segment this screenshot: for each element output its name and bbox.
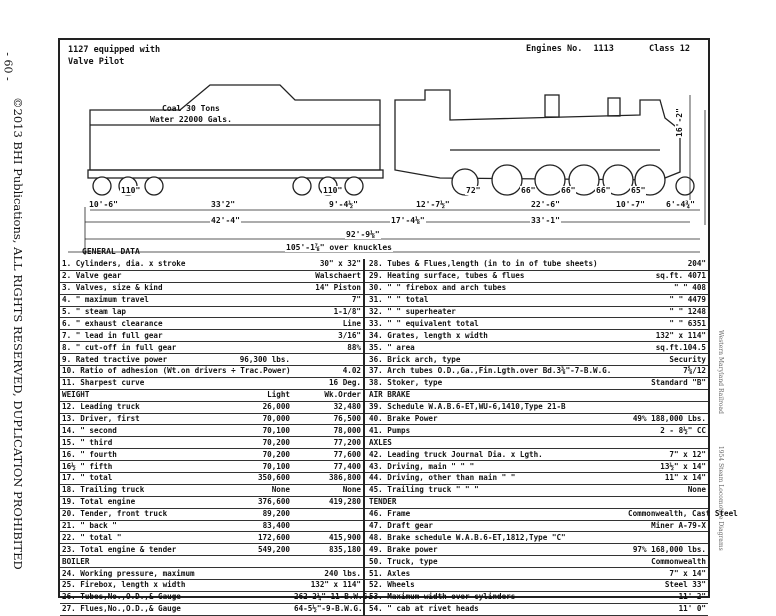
table-cell: 419,280 xyxy=(292,496,364,508)
engine-outline xyxy=(395,90,680,180)
dim-6-4: 6'-4¾" xyxy=(666,200,695,209)
table-cell xyxy=(236,556,292,568)
table-cell: 376,600 xyxy=(236,496,292,508)
table-cell: 20. Tender, front truck xyxy=(60,508,236,520)
table-cell: TENDER xyxy=(364,496,626,508)
table-row xyxy=(60,413,708,425)
table-cell xyxy=(292,508,364,520)
table-row xyxy=(60,437,708,449)
table-cell xyxy=(236,377,292,389)
table-cell: Security xyxy=(626,354,708,366)
table-cell: 30" x 32" xyxy=(292,259,364,270)
table-cell: BOILER xyxy=(60,556,236,568)
table-cell: 77,600 xyxy=(292,449,364,461)
table-cell: 96,300 lbs. xyxy=(236,354,292,366)
right-margin-caption xyxy=(717,330,724,581)
table-row xyxy=(60,520,708,532)
table-cell: sq.ft. 4071 xyxy=(626,270,708,282)
table-row xyxy=(60,532,708,544)
table-cell: 15. " third xyxy=(60,437,236,449)
table-cell: 4. " maximum travel xyxy=(60,294,236,306)
table-cell: 78,000 xyxy=(292,425,364,437)
table-cell xyxy=(626,532,708,544)
table-cell: 50. Truck, type xyxy=(364,556,626,568)
table-cell: 11' 2" xyxy=(626,591,708,603)
table-cell: 1. Cylinders, dia. x stroke xyxy=(60,259,236,270)
table-cell: 34. Grates, length x width xyxy=(364,330,626,342)
table-cell xyxy=(626,437,708,449)
table-cell: 70,100 xyxy=(236,461,292,473)
table-cell: 5. " steam lap xyxy=(60,306,236,318)
table-row xyxy=(60,318,708,330)
dim-72: 72" xyxy=(466,186,481,195)
table-row xyxy=(60,461,708,473)
table-cell: 240 lbs. xyxy=(292,568,364,580)
table-cell: AXLES xyxy=(364,437,626,449)
table-cell: 8. " cut-off in full gear xyxy=(60,342,236,354)
dim-9-4: 9'-4½" xyxy=(329,200,358,209)
table-cell: 10. Ratio of adhesion (Wt.on drivers ÷ Trac.Power) xyxy=(62,366,291,376)
tender-outline xyxy=(88,85,383,178)
dim-33-2: 33'2" xyxy=(211,200,236,209)
dim-10-7: 10'-7" xyxy=(616,200,645,209)
class-label: Class 12 xyxy=(649,44,690,54)
table-row xyxy=(60,294,708,306)
table-cell: 12. Leading truck xyxy=(60,401,236,413)
table-cell: 36. Brick arch, type xyxy=(364,354,626,366)
tender-wheelbase-dim-1: 110" xyxy=(121,186,141,195)
table-cell: 26,000 xyxy=(236,401,292,413)
table-cell xyxy=(292,556,364,568)
table-cell: 415,900 xyxy=(292,532,364,544)
table-row xyxy=(60,568,708,580)
dim-12-7: 12'-7½" xyxy=(416,200,450,209)
table-cell: 18. Trailing truck xyxy=(60,484,236,496)
table-cell: 7⅝/12 xyxy=(626,366,708,378)
dim-42-4: 42'-4" xyxy=(211,216,240,225)
table-cell: 835,180 xyxy=(292,544,364,556)
table-cell: Standard "B" xyxy=(626,377,708,389)
table-cell: 23. Total engine & tender xyxy=(60,544,236,556)
table-cell: " " 1248 xyxy=(626,306,708,318)
left-margin xyxy=(2,20,32,590)
dim-17-4: 17'-4⅛" xyxy=(391,216,425,225)
table-cell: 11" x 14" xyxy=(626,473,708,485)
table-row xyxy=(60,377,708,389)
table-cell: 40. Brake Power xyxy=(364,413,626,425)
dim-66a: 66" xyxy=(521,186,536,195)
dim-66b: 66" xyxy=(561,186,576,195)
table-cell: 21. " back " xyxy=(60,520,236,532)
table-cell xyxy=(236,259,292,270)
table-cell: 7. " lead in full gear xyxy=(60,330,236,342)
table-cell xyxy=(236,591,292,603)
table-cell: 77,200 xyxy=(292,437,364,449)
railroad-caption: Western Maryland Railroad xyxy=(717,330,724,414)
table-cell: 549,200 xyxy=(236,544,292,556)
table-cell: 32,480 xyxy=(292,401,364,413)
table-cell: 13½" x 14" xyxy=(626,461,708,473)
table-row xyxy=(60,449,708,461)
table-cell: None xyxy=(236,484,292,496)
table-cell: 42. Leading truck Journal Dia. x Lgth. xyxy=(364,449,626,461)
table-cell: 6. " exhaust clearance xyxy=(60,318,236,330)
table-cell xyxy=(292,354,364,366)
table-cell xyxy=(236,294,292,306)
general-data-label: GENERAL DATA xyxy=(82,247,140,256)
table-row xyxy=(60,508,708,520)
dim-66c: 66" xyxy=(596,186,611,195)
table-cell: Walschaert xyxy=(292,270,364,282)
table-row xyxy=(60,496,708,508)
table-cell: 2 - 8½" CC xyxy=(626,425,708,437)
table-cell: 386,800 xyxy=(292,473,364,485)
table-cell: None xyxy=(626,484,708,496)
table-cell xyxy=(236,342,292,354)
table-cell: 31. " " total xyxy=(364,294,626,306)
table-row xyxy=(60,342,708,354)
table-cell xyxy=(236,330,292,342)
table-row xyxy=(60,580,708,592)
copyright-notice: ©2013 BHI Publications, ALL RIGHTS RESERVED, DUPLICATION PROHIBITED xyxy=(11,97,25,570)
table-cell: 9. Rated tractive power xyxy=(60,354,236,366)
table-row xyxy=(60,591,708,603)
table-cell: 19. Total engine xyxy=(60,496,236,508)
table-cell: 53. Maximum width over cylinders xyxy=(364,591,626,603)
table-cell: 70,100 xyxy=(236,425,292,437)
table-cell: 52. Wheels xyxy=(364,580,626,592)
diagrams-caption: 1954 Steam Locomotive Diagrams xyxy=(717,445,724,551)
table-cell: AIR BRAKE xyxy=(364,389,626,401)
table-cell: 76,500 xyxy=(292,413,364,425)
table-row xyxy=(60,270,708,282)
table-cell: 25. Firebox, length x width xyxy=(60,580,236,592)
table-cell: 48. Brake schedule W.A.B.6-ET,1812,Type "C" xyxy=(364,532,626,544)
table-cell: 132" x 114" xyxy=(626,330,708,342)
engines-label: Engines No. xyxy=(526,44,583,54)
table-cell: 64-5½"-9-B.W.G. xyxy=(294,604,363,614)
table-cell: 3. Valves, size & kind xyxy=(60,282,236,294)
table-cell: 33. " " equivalent total xyxy=(364,318,626,330)
table-cell: 11. Sharpest curve xyxy=(60,377,236,389)
table-cell: WEIGHT xyxy=(60,389,236,401)
table-cell: 49% 188,000 Lbs. xyxy=(626,413,708,425)
dim-10-6: 10'-6" xyxy=(89,200,118,209)
table-cell: 1-1/8" xyxy=(292,306,364,318)
table-cell: Miner A-79-X xyxy=(626,520,708,532)
table-cell: 262-2¼"-11-B.W.G. xyxy=(294,592,372,602)
table-cell xyxy=(236,282,292,294)
table-cell: 41. Pumps xyxy=(364,425,626,437)
table-cell: 47. Draft gear xyxy=(364,520,626,532)
table-row xyxy=(60,282,708,294)
table-cell: 11' 0" xyxy=(626,603,708,615)
page-number: - 60 - xyxy=(1,52,15,81)
table-cell: 35. " area xyxy=(364,342,626,354)
table-cell xyxy=(292,520,364,532)
table-cell: 89,200 xyxy=(236,508,292,520)
table-cell: 32. " " superheater xyxy=(364,306,626,318)
tender-wheelbase-dim-2: 110" xyxy=(323,186,343,195)
engine-number: 1113 xyxy=(593,44,614,54)
table-cell: 204" xyxy=(626,259,708,270)
table-row xyxy=(60,556,708,568)
table-cell: 4.02 xyxy=(292,366,364,378)
table-cell: 16 Deg. xyxy=(292,377,364,389)
dim-33-1: 33'-1" xyxy=(531,216,560,225)
table-cell: 132" x 114" xyxy=(292,580,364,592)
table-cell: 70,200 xyxy=(236,437,292,449)
table-cell: 27. Flues,No.,O.D.,& Gauge xyxy=(60,603,236,615)
table-cell xyxy=(236,580,292,592)
table-cell: 30. " " firebox and arch tubes xyxy=(364,282,626,294)
table-cell: 43. Driving, main " " " xyxy=(364,461,626,473)
dim-22-6: 22'-6" xyxy=(531,200,560,209)
table-cell: 83,400 xyxy=(236,520,292,532)
table-cell: 77,400 xyxy=(292,461,364,473)
table-cell: " " 6351 xyxy=(626,318,708,330)
table-cell: 38. Stoker, type xyxy=(364,377,626,389)
engine-header xyxy=(520,44,690,54)
table-cell: 3/16" xyxy=(292,330,364,342)
table-row xyxy=(60,366,708,378)
table-cell: 49. Brake power xyxy=(364,544,626,556)
table-cell: 28. Tubes & Flues,length (in to in of tube sheets) xyxy=(364,259,626,270)
table-cell: 24. Working pressure, maximum xyxy=(60,568,236,580)
table-row xyxy=(60,330,708,342)
table-cell: 54. " cab at rivet heads xyxy=(364,603,626,615)
table-cell: 350,600 xyxy=(236,473,292,485)
table-cell: 37. Arch tubes O.D.,Ga.,Fin.Lgth.over Bd.3⅜"-7-B.W.G. xyxy=(364,366,626,378)
table-row xyxy=(60,401,708,413)
table-cell: None xyxy=(292,484,364,496)
table-cell: 17. " total xyxy=(60,473,236,485)
table-cell: 22. " total " xyxy=(60,532,236,544)
table-cell: Line xyxy=(292,318,364,330)
table-cell: Commonwealth xyxy=(626,556,708,568)
dim-overall: 105'-1⅞" over knuckles xyxy=(286,243,392,252)
table-cell: 97% 168,000 lbs. xyxy=(626,544,708,556)
height-dim: 16'-2" xyxy=(674,108,684,137)
table-row xyxy=(60,259,708,270)
locomotive-side-elevation xyxy=(60,60,708,235)
table-cell: 39. Schedule W.A.B.6-ET,WU-6,1410,Type 21-B xyxy=(364,401,626,413)
table-cell: Steel 33" xyxy=(626,580,708,592)
table-cell: 88% xyxy=(292,342,364,354)
table-row xyxy=(60,389,708,401)
table-cell xyxy=(236,568,292,580)
table-cell: 51. Axles xyxy=(364,568,626,580)
table-cell: 45. Trailing truck " " " xyxy=(364,484,626,496)
table-cell: 46. Frame xyxy=(364,508,626,520)
table-cell xyxy=(236,306,292,318)
table-cell xyxy=(236,270,292,282)
table-cell: 16½ " fifth xyxy=(60,461,236,473)
table-cell: 172,600 xyxy=(236,532,292,544)
table-cell: 7" x 12" xyxy=(626,449,708,461)
table-cell xyxy=(626,496,708,508)
table-cell: Commonwealth, Cast Steel xyxy=(628,509,738,519)
table-cell: 29. Heating surface, tubes & flues xyxy=(364,270,626,282)
header-note: 1127 equipped with Valve Pilot xyxy=(68,45,161,67)
table-cell: 44. Driving, other than main " " xyxy=(364,473,626,485)
table-cell: 16. " fourth xyxy=(60,449,236,461)
table-row xyxy=(60,425,708,437)
table-cell: 7" x 14" xyxy=(626,568,708,580)
table-cell: 26. Tubes,No.,O.D.,& Gauge xyxy=(60,591,236,603)
dim-92-9: 92'-9⅛" xyxy=(346,230,380,239)
table-cell: Wk.Order xyxy=(292,389,364,401)
table-cell: 2. Valve gear xyxy=(60,270,236,282)
table-cell: 7" xyxy=(292,294,364,306)
table-row xyxy=(60,544,708,556)
dim-65: 65" xyxy=(631,186,646,195)
table-cell: 14. " second xyxy=(60,425,236,437)
tender-capacity: Coal 30 Tons Water 22000 Gals. xyxy=(150,104,232,124)
table-cell: 13. Driver, first xyxy=(60,413,236,425)
table-row xyxy=(60,473,708,485)
table-cell xyxy=(626,401,708,413)
table-cell xyxy=(236,318,292,330)
table-row xyxy=(60,306,708,318)
table-cell: " " 408 xyxy=(626,282,708,294)
table-cell: Light xyxy=(236,389,292,401)
table-cell: 70,200 xyxy=(236,449,292,461)
table-row xyxy=(60,354,708,366)
table-cell: " " 4479 xyxy=(626,294,708,306)
table-row xyxy=(60,484,708,496)
table-cell: 70,000 xyxy=(236,413,292,425)
table-cell xyxy=(236,603,292,615)
table-cell xyxy=(626,389,708,401)
table-row xyxy=(60,603,708,615)
table-cell: 14" Piston xyxy=(292,282,364,294)
table-cell: sq.ft.104.5 xyxy=(626,342,708,354)
